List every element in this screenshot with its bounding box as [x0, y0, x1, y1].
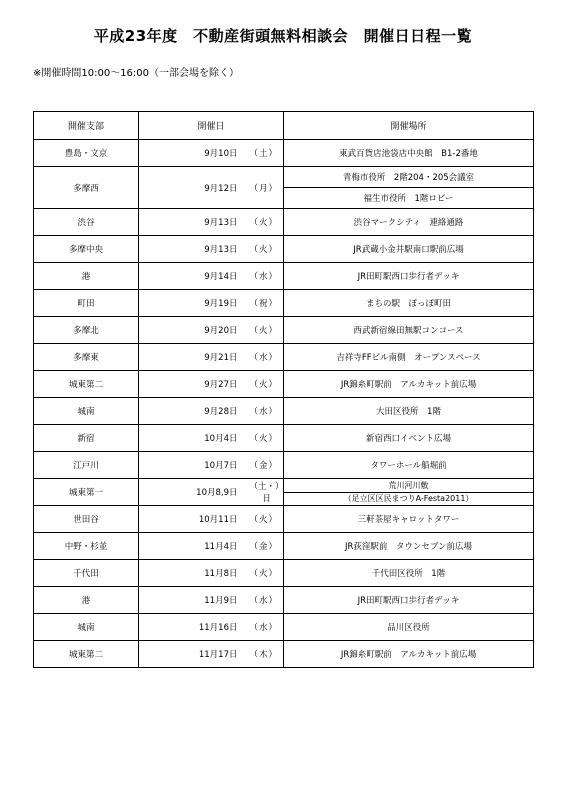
- paren-open: （: [249, 245, 259, 255]
- cell-venue: JR田町駅西口歩行者デッキ: [284, 587, 534, 614]
- cell-weekday: [244, 398, 284, 425]
- paren-close: ）: [268, 461, 278, 471]
- paren-open: （: [249, 542, 259, 552]
- cell-branch: 町田: [34, 290, 139, 317]
- cell-branch: 千代田: [34, 560, 139, 587]
- paren-close: ）: [268, 326, 278, 336]
- paren-open: （: [249, 272, 259, 282]
- cell-weekday: [244, 614, 284, 641]
- cell-date: 9月12日: [139, 167, 244, 209]
- paren-close: ）: [268, 569, 278, 579]
- cell-venue: 新宿西口イベント広場: [284, 425, 534, 452]
- table-header-row: [34, 112, 534, 140]
- weekday-label: 水: [259, 353, 268, 363]
- paren-close: ）: [268, 353, 278, 363]
- header-venue: 開催場所: [284, 112, 534, 140]
- paren-close: ）: [268, 515, 278, 525]
- paren-close: ）: [268, 183, 278, 194]
- cell-weekday: [244, 371, 284, 398]
- cell-date: 9月28日: [139, 398, 244, 425]
- cell-branch: 城東第二: [34, 641, 139, 668]
- cell-venue: 東武百貨店池袋店中央館 B1-2番地: [284, 140, 534, 167]
- cell-venue: 西武新宿線田無駅コンコース: [284, 317, 534, 344]
- weekday-label: 火: [259, 245, 268, 255]
- paren-close: ）: [268, 650, 278, 660]
- paren-close: ）: [268, 245, 278, 255]
- table-row: [34, 167, 534, 188]
- cell-venue: 三軒茶屋キャロットタワー: [284, 506, 534, 533]
- paren-open: （: [249, 569, 259, 579]
- schedule-rows: [34, 140, 534, 668]
- paren-close: ）: [268, 596, 278, 606]
- table-row: [34, 209, 534, 236]
- paren-open: （: [249, 326, 259, 336]
- cell-weekday: [244, 479, 284, 506]
- weekday-label: 土・日: [258, 482, 276, 504]
- cell-date: 11月17日: [139, 641, 244, 668]
- weekday-label: 金: [259, 461, 268, 471]
- weekday-label: 火: [259, 218, 268, 228]
- paren-open: （: [249, 218, 259, 228]
- cell-weekday: [244, 587, 284, 614]
- cell-date: 11月4日: [139, 533, 244, 560]
- cell-venue: タワーホール船堀前: [284, 452, 534, 479]
- cell-venue: JR荻窪駅前 タウンセブン前広場: [284, 533, 534, 560]
- cell-venue: 大田区役所 1階: [284, 398, 534, 425]
- cell-venue: 荒川河川敷: [284, 479, 534, 493]
- header-branch: 開催支部: [34, 112, 139, 140]
- paren-close: ）: [275, 482, 284, 492]
- cell-branch: 城東第一: [34, 479, 139, 506]
- cell-branch: 新宿: [34, 425, 139, 452]
- table-row: [34, 533, 534, 560]
- cell-date: 11月16日: [139, 614, 244, 641]
- cell-date: 9月13日: [139, 236, 244, 263]
- table-row: [34, 425, 534, 452]
- cell-venue: 福生市役所 1階ロビー: [284, 188, 534, 209]
- cell-date: 9月27日: [139, 371, 244, 398]
- paren-close: ）: [268, 272, 278, 282]
- cell-weekday: [244, 506, 284, 533]
- cell-weekday: [244, 140, 284, 167]
- table-row: [34, 641, 534, 668]
- weekday-label: 水: [259, 623, 268, 633]
- paren-close: ）: [268, 407, 278, 417]
- weekday-label: 土: [259, 149, 268, 159]
- cell-weekday: [244, 290, 284, 317]
- cell-date: 9月10日: [139, 140, 244, 167]
- header-date: 開催日: [139, 112, 284, 140]
- weekday-label: 火: [259, 326, 268, 336]
- cell-branch: 城南: [34, 398, 139, 425]
- paren-open: （: [249, 515, 259, 525]
- cell-weekday: [244, 560, 284, 587]
- cell-date: 9月13日: [139, 209, 244, 236]
- hours-note: ※開催時間10:00～16:00（一部会場を除く）: [33, 68, 240, 79]
- cell-weekday: [244, 425, 284, 452]
- cell-date: 9月21日: [139, 344, 244, 371]
- cell-venue: JR錦糸町駅前 アルカキット前広場: [284, 371, 534, 398]
- schedule-table: [33, 111, 534, 668]
- cell-date: 10月7日: [139, 452, 244, 479]
- paren-close: ）: [268, 623, 278, 633]
- cell-date: 11月9日: [139, 587, 244, 614]
- cell-branch: 港: [34, 263, 139, 290]
- paren-open: （: [249, 650, 259, 660]
- paren-open: （: [249, 299, 259, 309]
- cell-venue: （足立区区民まつりA-Festa2011）: [284, 492, 534, 506]
- cell-venue: 吉祥寺FFビル南側 オープンスペース: [284, 344, 534, 371]
- table-row: [34, 452, 534, 479]
- paren-close: ）: [268, 149, 278, 159]
- cell-weekday: [244, 209, 284, 236]
- cell-branch: 中野・杉並: [34, 533, 139, 560]
- paren-open: （: [249, 596, 259, 606]
- paren-open: （: [249, 149, 259, 159]
- weekday-label: 金: [259, 542, 268, 552]
- weekday-label: 月: [259, 183, 268, 194]
- table-row: [34, 560, 534, 587]
- cell-weekday: [244, 344, 284, 371]
- weekday-label: 祝: [259, 299, 268, 309]
- weekday-label: 火: [259, 380, 268, 390]
- cell-venue: JR田町駅西口歩行者デッキ: [284, 263, 534, 290]
- cell-venue: 千代田区役所 1階: [284, 560, 534, 587]
- table-row: [34, 371, 534, 398]
- table-row: [34, 479, 534, 493]
- cell-date: 9月14日: [139, 263, 244, 290]
- cell-weekday: [244, 452, 284, 479]
- paren-close: ）: [268, 542, 278, 552]
- table-row: [34, 290, 534, 317]
- cell-branch: 城南: [34, 614, 139, 641]
- cell-branch: 豊島・文京: [34, 140, 139, 167]
- cell-date: 10月8,9日: [139, 479, 244, 506]
- page-title: 平成23年度 不動産街頭無料相談会 開催日日程一覧: [93, 27, 473, 45]
- paren-open: （: [249, 623, 259, 633]
- weekday-label: 水: [259, 596, 268, 606]
- cell-branch: 多摩北: [34, 317, 139, 344]
- cell-branch: 世田谷: [34, 506, 139, 533]
- cell-date: 9月19日: [139, 290, 244, 317]
- cell-branch: 多摩西: [34, 167, 139, 209]
- table-row: [34, 317, 534, 344]
- cell-branch: 多摩東: [34, 344, 139, 371]
- table-row: [34, 587, 534, 614]
- paren-open: （: [249, 482, 259, 492]
- paren-close: ）: [268, 434, 278, 444]
- cell-weekday: [244, 167, 284, 209]
- cell-venue: 青梅市役所 2階204・205会議室: [284, 167, 534, 188]
- paren-open: （: [249, 183, 259, 194]
- weekday-label: 火: [259, 434, 268, 444]
- cell-venue: まちの駅 ぽっぽ町田: [284, 290, 534, 317]
- cell-venue: JR武蔵小金井駅南口駅前広場: [284, 236, 534, 263]
- paren-open: （: [249, 461, 259, 471]
- cell-weekday: [244, 236, 284, 263]
- cell-weekday: [244, 641, 284, 668]
- table-row: [34, 398, 534, 425]
- weekday-label: 水: [259, 272, 268, 282]
- table-row: [34, 263, 534, 290]
- cell-venue: 品川区役所: [284, 614, 534, 641]
- table-row: [34, 344, 534, 371]
- paren-close: ）: [268, 299, 278, 309]
- paren-open: （: [249, 434, 259, 444]
- cell-date: 10月11日: [139, 506, 244, 533]
- cell-weekday: [244, 317, 284, 344]
- weekday-label: 火: [259, 569, 268, 579]
- paren-open: （: [249, 380, 259, 390]
- paren-open: （: [249, 407, 259, 417]
- weekday-label: 火: [259, 515, 268, 525]
- cell-branch: 港: [34, 587, 139, 614]
- cell-branch: 江戸川: [34, 452, 139, 479]
- cell-date: 11月8日: [139, 560, 244, 587]
- table-row: [34, 506, 534, 533]
- paren-open: （: [249, 353, 259, 363]
- cell-venue: 渋谷マークシティ 連絡通路: [284, 209, 534, 236]
- table-row: [34, 140, 534, 167]
- cell-branch: 渋谷: [34, 209, 139, 236]
- weekday-label: 木: [259, 650, 268, 660]
- cell-venue: JR錦糸町駅前 アルカキット前広場: [284, 641, 534, 668]
- paren-close: ）: [268, 380, 278, 390]
- cell-date: 9月20日: [139, 317, 244, 344]
- weekday-label: 水: [259, 407, 268, 417]
- cell-date: 10月4日: [139, 425, 244, 452]
- cell-weekday: [244, 533, 284, 560]
- paren-close: ）: [268, 218, 278, 228]
- cell-branch: 多摩中央: [34, 236, 139, 263]
- cell-weekday: [244, 263, 284, 290]
- table-row: [34, 236, 534, 263]
- cell-branch: 城東第二: [34, 371, 139, 398]
- table-row: [34, 614, 534, 641]
